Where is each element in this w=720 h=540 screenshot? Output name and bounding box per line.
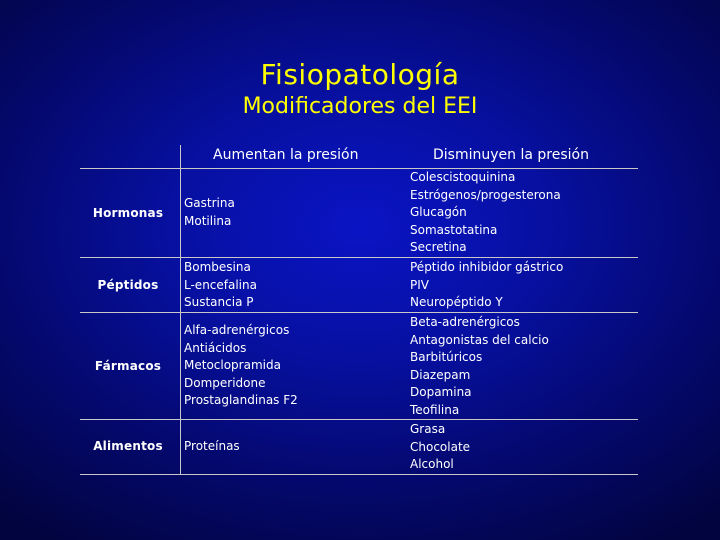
list-item: Beta-adrenérgicos xyxy=(410,315,520,329)
cell-hormonas-disminuyen xyxy=(410,169,561,257)
list-item: Sustancia P xyxy=(184,295,254,309)
list-item: Chocolate xyxy=(410,439,471,454)
list-item: Grasa xyxy=(410,422,446,436)
list-item: Motilina xyxy=(184,213,232,228)
list-item: Prostaglandinas F2 xyxy=(184,393,298,407)
list-item: Proteínas xyxy=(184,439,240,453)
list-item: Antiácidos xyxy=(184,340,247,355)
list-item: Metoclopramida xyxy=(184,358,281,372)
list-item: Somastotatina xyxy=(410,222,498,237)
cell-alimentos-disminuyen xyxy=(410,421,470,474)
list-item: Teofilina xyxy=(410,402,460,417)
row-label-hormonas: Hormonas xyxy=(92,206,164,220)
cell-farmacos-disminuyen xyxy=(410,314,549,419)
list-item: Diazepam xyxy=(410,367,471,382)
cell-peptidos-aumentan xyxy=(184,259,257,312)
list-item: Gastrina xyxy=(184,196,235,210)
cell-farmacos-aumentan xyxy=(184,322,298,410)
list-item: Colescistoquinina xyxy=(410,170,516,184)
list-item: Secretina xyxy=(410,240,467,254)
list-item: Péptido inhibidor gástrico xyxy=(410,260,564,274)
list-item: Alfa-adrenérgicos xyxy=(184,323,290,337)
list-item: Barbitúricos xyxy=(410,350,483,364)
table-divider-vertical xyxy=(180,145,181,475)
cell-peptidos-disminuyen xyxy=(410,259,563,312)
cell-alimentos-aumentan xyxy=(184,438,240,456)
list-item: Bombesina xyxy=(184,260,251,274)
header-aumentan: Aumentan la presión xyxy=(213,147,359,163)
list-item: Dopamina xyxy=(410,385,472,399)
table-rule-row3 xyxy=(80,419,638,420)
list-item: Antagonistas del calcio xyxy=(410,332,549,347)
slide-subtitle: Modificadores del EEI xyxy=(242,94,478,119)
table-rule-row1 xyxy=(80,257,638,258)
list-item: Neuropéptido Y xyxy=(410,295,503,309)
list-item: L-encefalina xyxy=(184,277,257,292)
table-rule-bottom xyxy=(80,474,638,475)
row-label-farmacos: Fármacos xyxy=(94,359,162,373)
row-label-alimentos: Alimentos xyxy=(93,439,163,453)
row-label-peptidos: Péptidos xyxy=(97,278,159,292)
list-item: Estrógenos/progesterona xyxy=(410,187,561,202)
header-disminuyen: Disminuyen la presión xyxy=(433,147,589,163)
list-item: Alcohol xyxy=(410,457,454,471)
slide-title: Fisiopatología xyxy=(260,58,460,91)
list-item: PIV xyxy=(410,277,429,292)
cell-hormonas-aumentan xyxy=(184,195,235,230)
list-item: Glucagón xyxy=(410,205,467,219)
list-item: Domperidone xyxy=(184,375,266,390)
table-rule-row2 xyxy=(80,312,638,313)
